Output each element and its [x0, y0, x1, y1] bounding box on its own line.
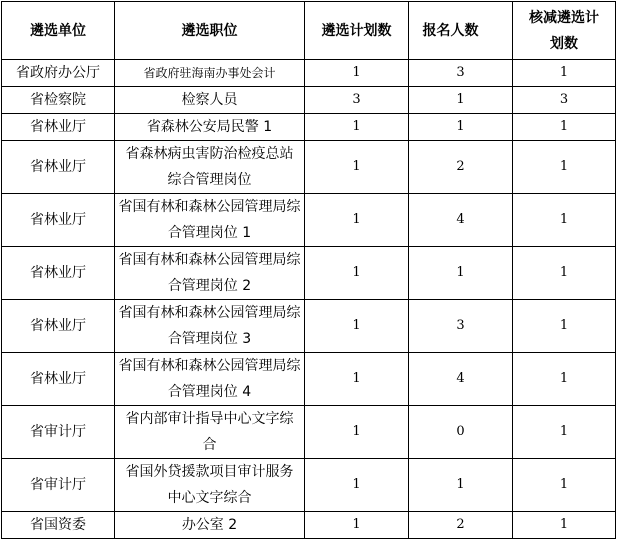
- cell-plan: 1: [305, 300, 409, 353]
- cell-position: 省森林公安局民警 1: [115, 114, 305, 141]
- cell-position: 检察人员: [115, 87, 305, 114]
- cell-reduced: 1: [513, 194, 616, 247]
- cell-plan: 3: [305, 87, 409, 114]
- table-row: [2, 87, 616, 114]
- cell-plan: 1: [305, 353, 409, 406]
- cell-unit: 省林业厅: [2, 194, 115, 247]
- cell-unit: 省政府办公厅: [2, 60, 115, 87]
- header-reduced: 核减遴选计划数: [513, 2, 616, 60]
- cell-reduced: 1: [513, 512, 616, 539]
- cell-reduced: 1: [513, 247, 616, 300]
- cell-applicants: 3: [409, 60, 513, 87]
- cell-plan: 1: [305, 60, 409, 87]
- table-row: [2, 114, 616, 141]
- cell-reduced: 1: [513, 114, 616, 141]
- selection-table: [1, 1, 616, 539]
- cell-unit: 省检察院: [2, 87, 115, 114]
- cell-reduced: 1: [513, 300, 616, 353]
- cell-applicants: 4: [409, 353, 513, 406]
- header-applicants: 报名人数: [409, 2, 513, 60]
- cell-position: 省森林病虫害防治检疫总站综合管理岗位: [115, 141, 305, 194]
- header-plan: 遴选计划数: [305, 2, 409, 60]
- cell-plan: 1: [305, 194, 409, 247]
- cell-reduced: 1: [513, 141, 616, 194]
- cell-unit: 省林业厅: [2, 114, 115, 141]
- cell-reduced: 1: [513, 459, 616, 512]
- cell-plan: 1: [305, 512, 409, 539]
- table-row: [2, 406, 616, 459]
- cell-applicants: 2: [409, 141, 513, 194]
- table-row: [2, 300, 616, 353]
- table-row: [2, 194, 616, 247]
- cell-applicants: 4: [409, 194, 513, 247]
- cell-applicants: 1: [409, 247, 513, 300]
- cell-applicants: 2: [409, 512, 513, 539]
- cell-reduced: 3: [513, 87, 616, 114]
- table-row: [2, 247, 616, 300]
- header-unit: 遴选单位: [2, 2, 115, 60]
- cell-unit: 省林业厅: [2, 300, 115, 353]
- cell-unit: 省林业厅: [2, 247, 115, 300]
- cell-unit: 省国资委: [2, 512, 115, 539]
- cell-unit: 省审计厅: [2, 459, 115, 512]
- cell-unit: 省林业厅: [2, 353, 115, 406]
- cell-unit: 省林业厅: [2, 141, 115, 194]
- cell-reduced: 1: [513, 60, 616, 87]
- cell-plan: 1: [305, 141, 409, 194]
- cell-plan: 1: [305, 114, 409, 141]
- cell-position: 省国有林和森林公园管理局综合管理岗位 1: [115, 194, 305, 247]
- cell-position: 省国有林和森林公园管理局综合管理岗位 3: [115, 300, 305, 353]
- table-row: [2, 141, 616, 194]
- table-row: [2, 353, 616, 406]
- header-row: [2, 2, 616, 60]
- table-row: [2, 60, 616, 87]
- cell-applicants: 1: [409, 114, 513, 141]
- cell-position: 省国有林和森林公园管理局综合管理岗位 4: [115, 353, 305, 406]
- cell-applicants: 0: [409, 406, 513, 459]
- cell-plan: 1: [305, 247, 409, 300]
- cell-position: 省国外贷援款项目审计服务中心文字综合: [115, 459, 305, 512]
- cell-plan: 1: [305, 459, 409, 512]
- cell-unit: 省审计厅: [2, 406, 115, 459]
- cell-applicants: 3: [409, 300, 513, 353]
- cell-reduced: 1: [513, 353, 616, 406]
- cell-position: 省国有林和森林公园管理局综合管理岗位 2: [115, 247, 305, 300]
- cell-position: 省政府驻海南办事处会计: [115, 60, 305, 87]
- table-row: [2, 459, 616, 512]
- cell-applicants: 1: [409, 87, 513, 114]
- header-position: 遴选职位: [115, 2, 305, 60]
- cell-position: 办公室 2: [115, 512, 305, 539]
- table-row: [2, 512, 616, 539]
- cell-applicants: 1: [409, 459, 513, 512]
- cell-reduced: 1: [513, 406, 616, 459]
- cell-position: 省内部审计指导中心文字综合: [115, 406, 305, 459]
- cell-plan: 1: [305, 406, 409, 459]
